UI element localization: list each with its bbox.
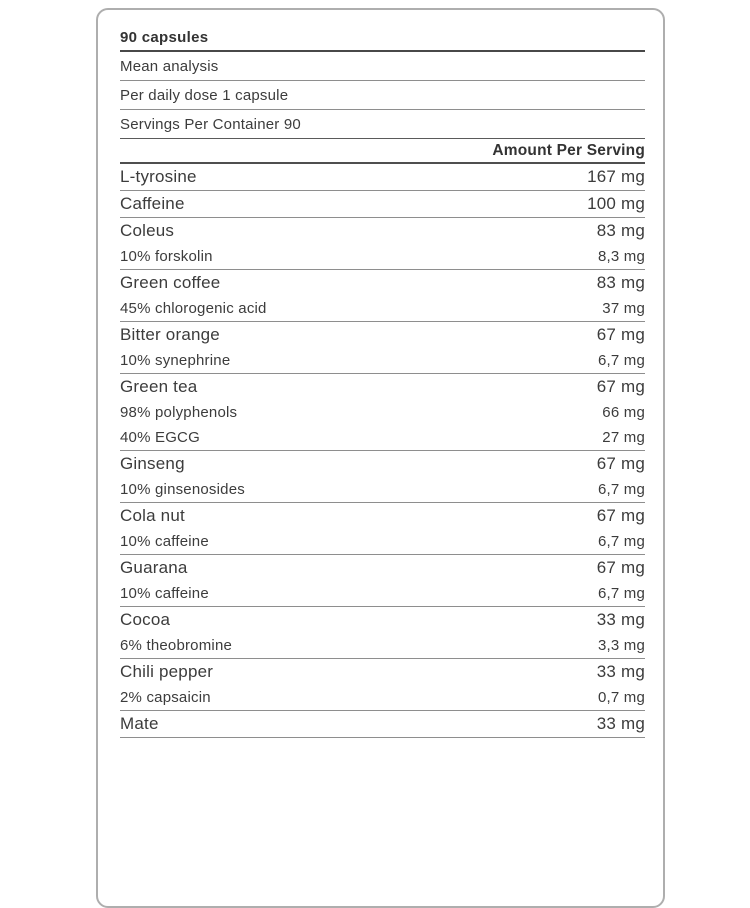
sub-ingredient-row (120, 348, 645, 373)
ingredient-row (120, 322, 645, 348)
ingredient-name: Cocoa (120, 610, 171, 629)
ingredient-row (120, 191, 645, 217)
ingredient-name: Chili pepper (120, 662, 214, 681)
mean-analysis-label: Mean analysis (120, 57, 219, 75)
ingredient-name: Coleus (120, 221, 175, 240)
ingredient-name: 98% polyphenols (120, 404, 238, 421)
ingredient-amount: 67 mg (596, 454, 645, 473)
ingredient-group (120, 555, 645, 607)
amount-per-serving-label: Amount Per Serving (492, 141, 645, 159)
ingredient-amount: 3,3 mg (597, 637, 645, 654)
servings-per-container-label: Servings Per Container 90 (120, 115, 301, 133)
ingredient-amount: 67 mg (596, 325, 645, 344)
sub-ingredient-row (120, 425, 645, 450)
ingredient-group (120, 659, 645, 711)
ingredient-name: 10% forskolin (120, 248, 213, 265)
ingredient-row (120, 607, 645, 633)
ingredient-group (120, 451, 645, 503)
ingredient-name: 45% chlorogenic acid (120, 300, 267, 317)
ingredient-group (120, 191, 645, 218)
ingredient-amount: 6,7 mg (597, 352, 645, 369)
ingredient-group (120, 607, 645, 659)
ingredient-amount: 66 mg (602, 404, 645, 421)
ingredient-group (120, 270, 645, 322)
ingredient-amount: 83 mg (596, 221, 645, 240)
ingredient-amount: 100 mg (587, 194, 645, 213)
ingredient-group (120, 374, 645, 451)
ingredient-name: Guarana (120, 558, 188, 577)
ingredient-row (120, 503, 645, 529)
ingredient-row (120, 451, 645, 477)
sub-ingredient-row (120, 400, 645, 425)
sub-ingredient-row (120, 633, 645, 658)
sub-ingredient-row (120, 296, 645, 321)
ingredient-amount: 67 mg (596, 506, 645, 525)
ingredient-amount: 6,7 mg (597, 533, 645, 550)
ingredient-row (120, 711, 645, 737)
ingredient-row (120, 374, 645, 400)
sub-ingredient-row (120, 244, 645, 269)
supplement-facts-card (96, 8, 665, 908)
ingredient-amount: 6,7 mg (597, 585, 645, 602)
ingredient-table (120, 164, 645, 738)
ingredient-amount: 167 mg (587, 167, 645, 186)
ingredient-name: Caffeine (120, 194, 185, 213)
amount-per-serving-row (120, 139, 645, 164)
ingredient-amount: 33 mg (596, 610, 645, 629)
sub-ingredient-row (120, 477, 645, 502)
ingredient-name: 10% synephrine (120, 352, 231, 369)
capsule-count-label: 90 capsules (120, 29, 209, 46)
ingredient-group (120, 711, 645, 738)
ingredient-name: 40% EGCG (120, 429, 200, 446)
ingredient-name: L-tyrosine (120, 167, 197, 186)
ingredient-name: Mate (120, 714, 159, 733)
ingredient-name: 2% capsaicin (120, 689, 211, 706)
ingredient-name: 10% caffeine (120, 533, 209, 550)
ingredient-name: Ginseng (120, 454, 185, 473)
ingredient-amount: 33 mg (596, 662, 645, 681)
ingredient-amount: 67 mg (596, 558, 645, 577)
ingredient-row (120, 270, 645, 296)
ingredient-name: 6% theobromine (120, 637, 233, 654)
ingredient-name: Cola nut (120, 506, 185, 525)
ingredient-name: Bitter orange (120, 325, 220, 344)
ingredient-name: Green tea (120, 377, 198, 396)
ingredient-group (120, 503, 645, 555)
daily-dose-label: Per daily dose 1 capsule (120, 86, 289, 104)
ingredient-amount: 83 mg (596, 273, 645, 292)
ingredient-amount: 33 mg (596, 714, 645, 733)
capsule-count-row (120, 20, 645, 52)
ingredient-amount: 8,3 mg (597, 248, 645, 265)
ingredient-amount: 0,7 mg (597, 689, 645, 706)
ingredient-amount: 27 mg (602, 429, 645, 446)
ingredient-group (120, 218, 645, 270)
ingredient-row (120, 164, 645, 190)
ingredient-group (120, 322, 645, 374)
ingredient-name: 10% caffeine (120, 585, 209, 602)
ingredient-name: Green coffee (120, 273, 221, 292)
ingredient-amount: 6,7 mg (597, 481, 645, 498)
sub-ingredient-row (120, 685, 645, 710)
ingredient-name: 10% ginsenosides (120, 481, 245, 498)
ingredient-row (120, 659, 645, 685)
mean-analysis-row (120, 52, 645, 81)
ingredient-amount: 67 mg (596, 377, 645, 396)
ingredient-amount: 37 mg (602, 300, 645, 317)
sub-ingredient-row (120, 529, 645, 554)
ingredient-row (120, 218, 645, 244)
servings-per-container-row (120, 110, 645, 139)
daily-dose-row (120, 81, 645, 110)
ingredient-group (120, 164, 645, 191)
sub-ingredient-row (120, 581, 645, 606)
ingredient-row (120, 555, 645, 581)
